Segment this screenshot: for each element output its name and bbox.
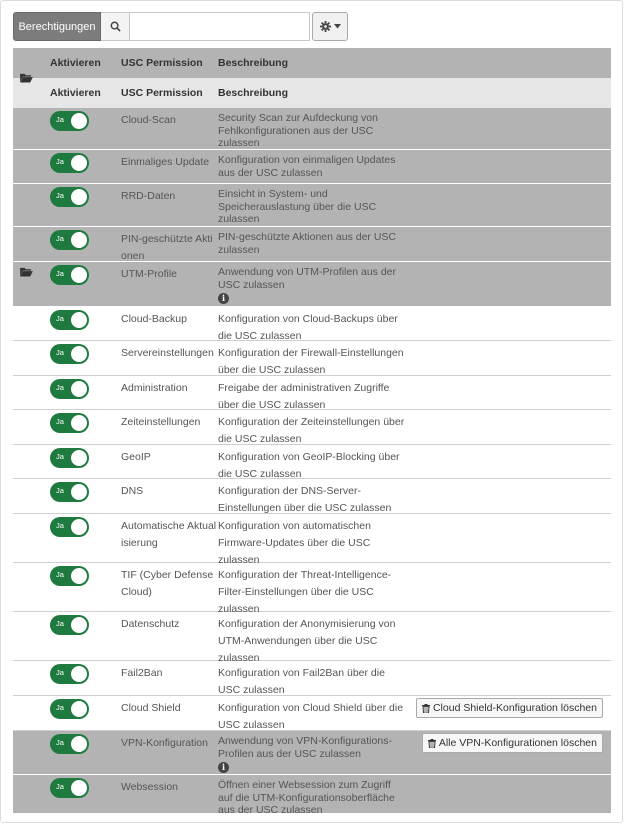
activate-toggle[interactable] (50, 344, 89, 364)
permission-description: Einsicht in System- und Speicherauslastung über die USC zulassen (218, 188, 377, 225)
delete-button-label: Cloud Shield-Konfiguration löschen (432, 702, 597, 714)
toggle-label: Ja (56, 314, 64, 323)
toggle-knob (71, 736, 87, 752)
activate-toggle[interactable] (50, 517, 89, 537)
table-row (13, 184, 611, 227)
permission-name: PIN-geschützte Aktionen (121, 233, 213, 262)
permission-description: Anwendung von UTM-Profilen aus der USC zulassen (218, 266, 397, 291)
permission-description: Konfiguration der Firewall-Einstellungen über die USC zulassen (218, 347, 404, 376)
activate-toggle[interactable] (50, 379, 89, 399)
toggle-knob (71, 484, 87, 500)
search-input[interactable] (130, 12, 310, 41)
permission-description: PIN-geschützte Aktionen aus der USC zulassen (218, 231, 397, 256)
table-row (13, 696, 611, 731)
permission-description: Anwendung von VPN-Konfigurations-Profilen aus der USC zulassen (218, 735, 392, 760)
caret-down-icon (334, 24, 341, 29)
folder-open-icon[interactable] (20, 267, 33, 277)
settings-dropdown-button[interactable] (312, 12, 348, 41)
toggle-label: Ja (56, 452, 64, 461)
column-header-permission[interactable]: USC Permission (121, 56, 203, 69)
permission-name: Datenschutz (121, 618, 180, 630)
table-row (13, 445, 611, 479)
table-row (13, 514, 611, 566)
permission-name: Automatische Aktualisierung (121, 520, 217, 549)
trash-icon (428, 739, 436, 748)
permission-name: DNS (121, 485, 144, 497)
activate-toggle[interactable] (50, 187, 89, 207)
permission-name: Websession (121, 781, 179, 793)
activate-toggle[interactable] (50, 265, 89, 285)
table-row (13, 150, 611, 184)
toggle-label: Ja (56, 269, 64, 278)
permission-name: UTM-Profile (121, 268, 178, 280)
toggle-label: Ja (56, 157, 64, 166)
toggle-label: Ja (56, 619, 64, 628)
toggle-knob (71, 346, 87, 362)
permission-name: RRD-Daten (121, 190, 176, 202)
permission-description: Konfiguration von Cloud-Backups über die USC zulassen (218, 313, 398, 342)
toggle-label: Ja (56, 348, 64, 357)
activate-toggle[interactable] (50, 734, 89, 754)
permission-name: Zeiteinstellungen (121, 416, 201, 428)
permission-description: Konfiguration von einmaligen Updates aus der USC zulassen (218, 154, 396, 179)
toggle-knob (71, 312, 87, 328)
permission-description: Konfiguration der DNS-Server-Einstellungen über die USC zulassen (218, 485, 392, 514)
toggle-label: Ja (56, 383, 64, 392)
toggle-knob (71, 381, 87, 397)
activate-toggle[interactable] (50, 448, 89, 468)
table-row (13, 563, 611, 615)
table-row (13, 479, 611, 514)
info-icon[interactable]: i (218, 293, 229, 304)
toggle-knob (71, 666, 87, 682)
permission-name: Einmaliges Update (121, 156, 210, 168)
permission-name: Fail2Ban (121, 667, 163, 679)
search-icon (101, 12, 130, 41)
table-row (13, 612, 611, 664)
activate-toggle[interactable] (50, 615, 89, 635)
toggle-label: Ja (56, 570, 64, 579)
activate-toggle[interactable] (50, 413, 89, 433)
info-icon[interactable]: i (218, 762, 229, 773)
toggle-label: Ja (56, 234, 64, 243)
delete-configuration-button[interactable] (416, 698, 603, 718)
toggle-knob (71, 701, 87, 717)
toggle-label: Ja (56, 703, 64, 712)
toggle-knob (71, 113, 87, 129)
column-header-description[interactable]: Beschreibung (218, 56, 289, 69)
permission-name: VPN-Konfiguration (121, 737, 208, 749)
permission-description: Öffnen einer Websession zum Zugriff auf die UTM-Konfigurationsoberfläche aus der USC zulassen (218, 779, 395, 816)
subheader-description: Beschreibung (218, 86, 289, 99)
trash-icon (422, 704, 430, 713)
toggle-label: Ja (56, 115, 64, 124)
toggle-label: Ja (56, 417, 64, 426)
permission-name: Cloud-Scan (121, 114, 176, 126)
table-row (13, 410, 611, 445)
toggle-knob (71, 267, 87, 283)
column-header-activate[interactable]: Aktivieren (50, 57, 101, 69)
toggle-knob (71, 780, 87, 796)
activate-toggle[interactable] (50, 310, 89, 330)
toggle-label: Ja (56, 486, 64, 495)
toggle-knob (71, 617, 87, 633)
subheader-activate: Aktivieren (50, 87, 101, 99)
activate-toggle[interactable] (50, 664, 89, 684)
toggle-knob (71, 415, 87, 431)
permission-description: Konfiguration von automatischen Firmware-Updates über die USC zulassen (218, 520, 371, 566)
permission-description: Konfiguration der Threat-Intelligence-Filter-Einstellungen über die USC zulassen (218, 569, 392, 615)
table-row (13, 108, 611, 150)
activate-toggle[interactable] (50, 566, 89, 586)
permission-name: TIF (Cyber Defense Cloud) (121, 569, 214, 598)
permission-name: Servereinstellungen (121, 347, 214, 359)
activate-toggle[interactable] (50, 153, 89, 173)
delete-button-label: Alle VPN-Konfigurationen löschen (438, 737, 597, 749)
permission-description: Freigabe der administrativen Zugriffe über die USC zulassen (218, 382, 390, 411)
activate-toggle[interactable] (50, 699, 89, 719)
permission-description: Konfiguration von Cloud Shield über die USC zulassen (218, 702, 404, 731)
permission-description: Security Scan zur Aufdeckung von Fehlkonfigurationen aus der USC zulassen (218, 112, 378, 149)
folder-open-icon[interactable] (20, 73, 33, 83)
table-subheader (13, 78, 611, 108)
gear-icon (320, 21, 331, 32)
permission-name: Administration (121, 382, 188, 394)
permission-name: Cloud Shield (121, 702, 181, 714)
table-row (13, 307, 611, 341)
permissions-table (13, 48, 611, 814)
permission-name: GeoIP (121, 451, 151, 463)
permission-description: Konfiguration der Anonymisierung von UTM-Anwendungen über die USC zulassen (218, 618, 396, 664)
toggle-label: Ja (56, 782, 64, 791)
toggle-label: Ja (56, 521, 64, 530)
table-row (13, 775, 611, 814)
toggle-knob (71, 450, 87, 466)
toggle-label: Ja (56, 668, 64, 677)
permission-description: Konfiguration von Fail2Ban über die USC zulassen (218, 667, 385, 696)
toggle-label: Ja (56, 738, 64, 747)
activate-toggle[interactable] (50, 482, 89, 502)
permission-name: Cloud-Backup (121, 313, 187, 325)
table-row (13, 341, 611, 376)
toggle-knob (71, 519, 87, 535)
toggle-label: Ja (56, 191, 64, 200)
table-row (13, 262, 611, 307)
activate-toggle[interactable] (50, 778, 89, 798)
subheader-permission: USC Permission (121, 86, 203, 99)
table-body (13, 108, 611, 814)
permission-description: Konfiguration von GeoIP-Blocking über die USC zulassen (218, 451, 400, 480)
delete-configuration-button[interactable] (422, 733, 603, 753)
table-row (13, 661, 611, 696)
permissions-button[interactable]: Berechtigungen (13, 12, 101, 41)
table-row (13, 227, 611, 262)
toggle-knob (71, 232, 87, 248)
activate-toggle[interactable] (50, 230, 89, 250)
table-row (13, 731, 611, 775)
toggle-knob (71, 189, 87, 205)
permission-description: Konfiguration der Zeiteinstellungen über die USC zulassen (218, 416, 405, 445)
table-header (13, 48, 611, 78)
toggle-knob (71, 155, 87, 171)
table-row (13, 376, 611, 410)
toggle-knob (71, 568, 87, 584)
activate-toggle[interactable] (50, 111, 89, 131)
toolbar (13, 12, 348, 41)
